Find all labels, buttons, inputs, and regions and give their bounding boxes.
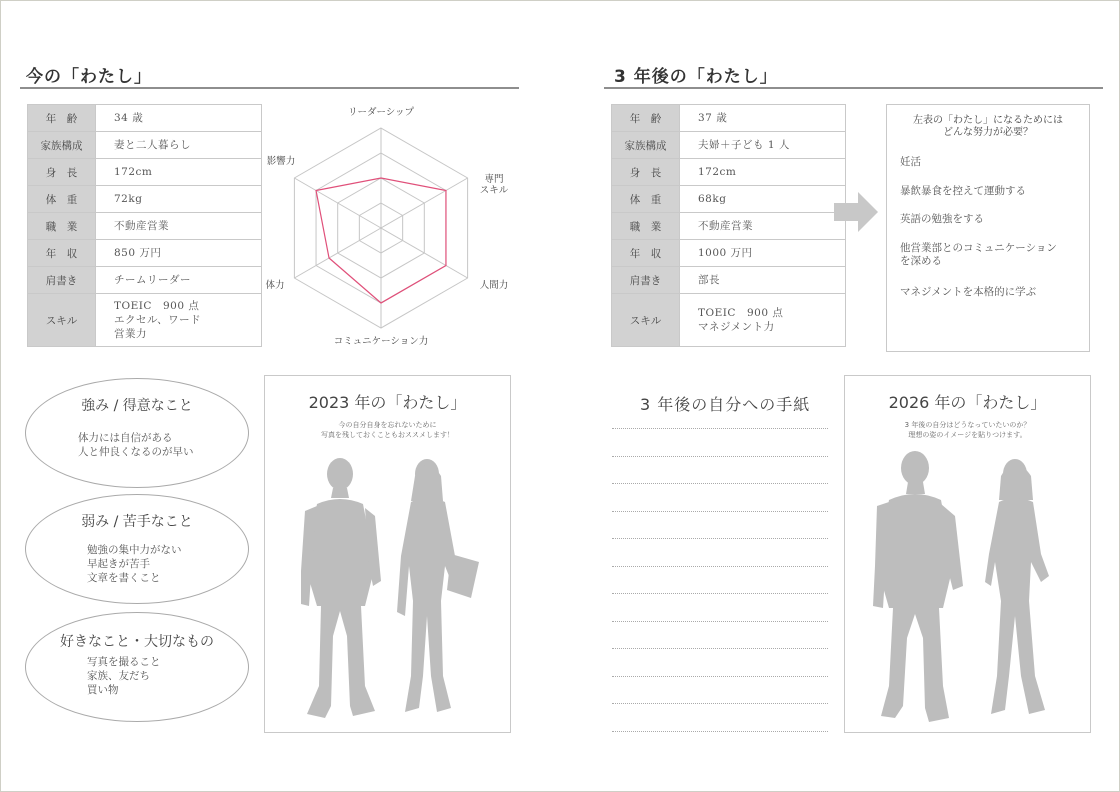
profile-row <box>28 240 262 267</box>
silhouette-figures-image <box>265 376 512 734</box>
right-heading: 3 年後の「わたし」 <box>614 67 778 87</box>
profile-label: 肩書き <box>612 267 680 294</box>
profile-label: 家族構成 <box>612 132 680 159</box>
profile-value: チームリーダー <box>96 267 262 294</box>
profile-row <box>28 294 262 347</box>
effort-item: マネジメントを本格的に学ぶ <box>900 286 1037 298</box>
letter-line <box>612 483 828 484</box>
profile-value: 不動産営業 <box>96 213 262 240</box>
likes-body: 写真を撮ること 家族、友だち 買い物 <box>87 656 161 696</box>
future-profile-table <box>611 104 846 347</box>
letter-line <box>612 593 828 594</box>
profile-row <box>612 294 846 347</box>
silhouette-figures-image <box>845 376 1092 734</box>
effort-item: 暴飲暴食を控えて運動する <box>900 185 1026 197</box>
letter-line <box>612 566 828 567</box>
letter-title: 3 年後の自分への手紙 <box>640 395 811 414</box>
effort-box <box>886 104 1090 352</box>
letter-line <box>612 676 828 677</box>
profile-value: 夫婦＋子ども 1 人 <box>680 132 846 159</box>
weaknesses-ellipse <box>25 494 249 604</box>
likes-ellipse <box>25 612 249 722</box>
profile-value: 172cm <box>96 159 262 186</box>
letter-line <box>612 428 828 429</box>
profile-row <box>28 186 262 213</box>
radar-axis-label: リーダーシップ <box>347 107 415 118</box>
profile-label: 家族構成 <box>28 132 96 159</box>
strengths-ellipse <box>25 378 249 488</box>
profile-label: 身 長 <box>28 159 96 186</box>
effort-item: 英語の勉強をする <box>900 213 984 225</box>
profile-row <box>28 213 262 240</box>
effort-header: 左表の「わたし」になるためには どんな努力が必要？ <box>913 115 1063 138</box>
letter-line <box>612 538 828 539</box>
current-photo-box <box>264 375 511 733</box>
radar-axis-label: コミュニケーション力 <box>333 336 429 347</box>
letter-line <box>612 648 828 649</box>
left-heading: 今の「わたし」 <box>26 67 152 87</box>
letter-line <box>612 703 828 704</box>
profile-label: 体 重 <box>612 186 680 213</box>
current-photo-title: 2023 年の「わたし」 <box>308 393 467 412</box>
effort-item: 他営業部とのコミュニケーション を深める <box>900 242 1057 267</box>
profile-value: TOEIC 900 点 マネジメント力 <box>680 294 846 347</box>
profile-value: 妻と二人暮らし <box>96 132 262 159</box>
profile-row <box>612 105 846 132</box>
future-photo-subtitle: 3 年後の自分はどうなっていたいのか？ 理想の姿のイメージを貼りつけます。 <box>904 421 1031 439</box>
strengths-body: 体力には自信がある 人と仲良くなるのが早い <box>78 432 194 458</box>
weaknesses-body: 勉強の集中力がない 早起きが苦手 文章を書くこと <box>87 544 182 584</box>
radar-axis-label: 人間力 <box>479 280 509 291</box>
letter-line <box>612 511 828 512</box>
future-photo-box <box>844 375 1091 733</box>
profile-value: 850 万円 <box>96 240 262 267</box>
letter-line <box>612 621 828 622</box>
profile-row <box>612 159 846 186</box>
weaknesses-title: 弱み / 苦手なこと <box>81 514 193 530</box>
future-photo-title: 2026 年の「わたし」 <box>888 393 1047 412</box>
profile-label: 職 業 <box>612 213 680 240</box>
profile-label: 職 業 <box>28 213 96 240</box>
profile-row <box>612 213 846 240</box>
profile-label: 年 齢 <box>28 105 96 132</box>
profile-label: 年 収 <box>612 240 680 267</box>
profile-label: 体 重 <box>28 186 96 213</box>
profile-label: スキル <box>612 294 680 347</box>
profile-value: 1000 万円 <box>680 240 846 267</box>
profile-value: 72kg <box>96 186 262 213</box>
effort-item: 妊活 <box>900 156 921 168</box>
profile-label: スキル <box>28 294 96 347</box>
profile-value: 不動産営業 <box>680 213 846 240</box>
profile-row <box>28 132 262 159</box>
profile-value: 34 歳 <box>96 105 262 132</box>
profile-label: 年 齢 <box>612 105 680 132</box>
profile-label: 肩書き <box>28 267 96 294</box>
left-heading-rule <box>20 87 519 89</box>
profile-row <box>612 132 846 159</box>
radar-axis-label: 体力 <box>265 280 285 291</box>
profile-label: 身 長 <box>612 159 680 186</box>
current-profile-table <box>27 104 262 347</box>
current-photo-subtitle: 今の自分自身を忘れないために 写真を残しておくこともおススメします！ <box>321 421 454 439</box>
profile-row <box>28 105 262 132</box>
profile-row <box>28 159 262 186</box>
skill-radar-chart <box>253 100 523 350</box>
profile-value: TOEIC 900 点 エクセル、ワード 営業力 <box>96 294 262 347</box>
letter-line <box>612 456 828 457</box>
profile-value: 172cm <box>680 159 846 186</box>
profile-value: 37 歳 <box>680 105 846 132</box>
profile-row <box>612 240 846 267</box>
profile-row <box>28 267 262 294</box>
profile-label: 年 収 <box>28 240 96 267</box>
right-heading-rule <box>604 87 1103 89</box>
profile-value: 部長 <box>680 267 846 294</box>
letter-line <box>612 731 828 732</box>
strengths-title: 強み / 得意なこと <box>81 398 193 414</box>
radar-axis-label: 専門スキル <box>479 174 509 196</box>
profile-value: 68kg <box>680 186 846 213</box>
radar-axis-label: 影響力 <box>266 156 296 167</box>
likes-title: 好きなこと・大切なもの <box>60 634 214 650</box>
arrow-right-icon <box>834 192 880 232</box>
profile-row <box>612 186 846 213</box>
profile-row <box>612 267 846 294</box>
